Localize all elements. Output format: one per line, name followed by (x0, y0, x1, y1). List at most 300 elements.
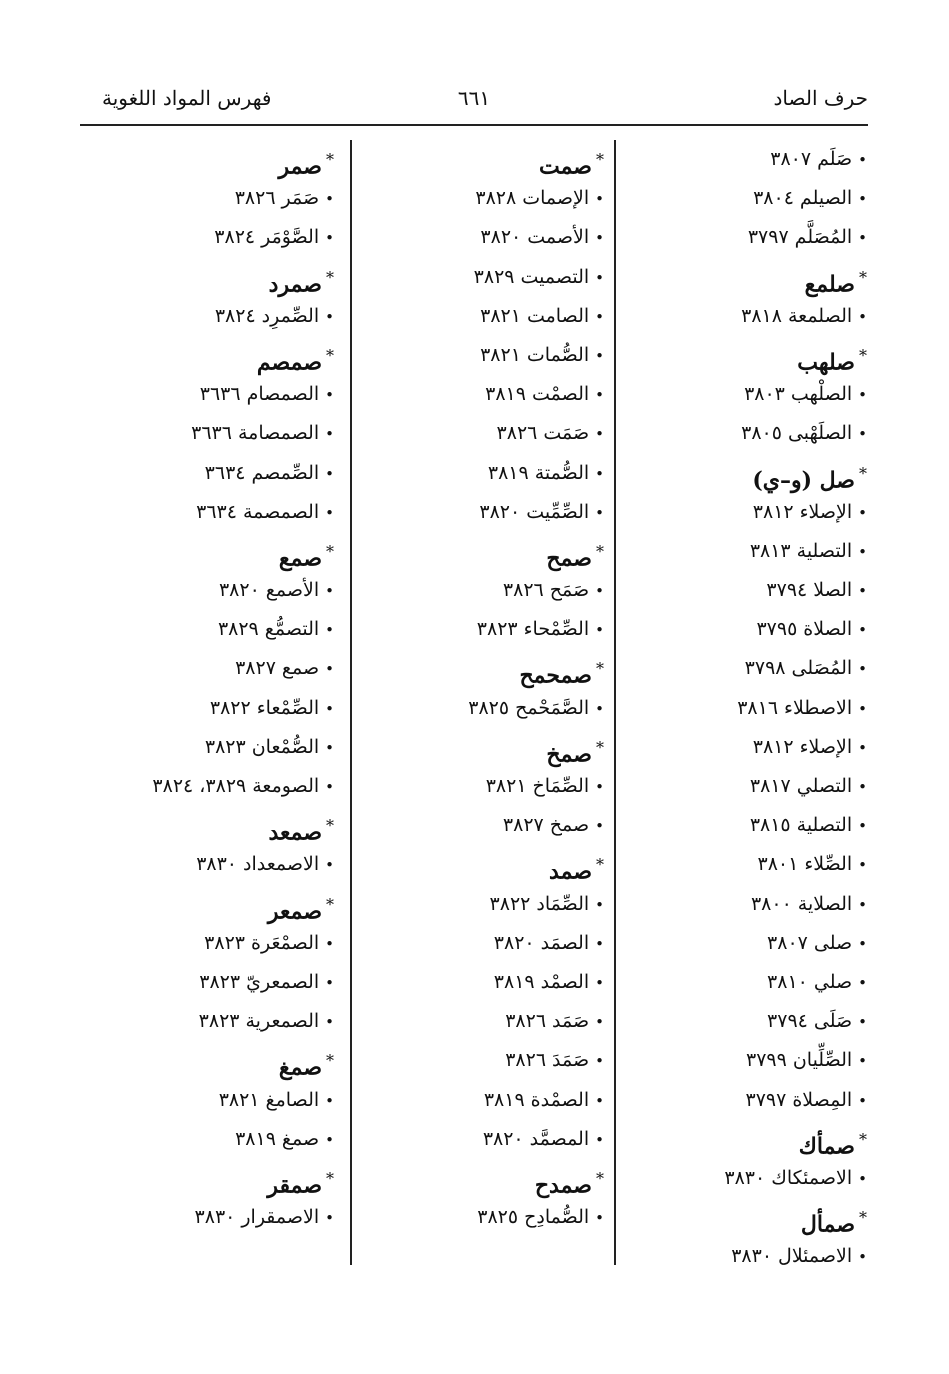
index-entry (364, 218, 604, 257)
index-entry (79, 767, 334, 806)
entry-word: صمخ (549, 814, 590, 837)
root-heading (79, 1041, 334, 1080)
entry-word: صمغ (281, 1127, 320, 1150)
asterisk-marker: * (859, 1208, 867, 1228)
entry-word: الأصمع (265, 579, 320, 602)
bullet-icon: • (325, 778, 334, 796)
entry-word: الاصطلاء (784, 696, 853, 719)
entry-word: الإصمات (522, 187, 590, 210)
root-heading (79, 885, 334, 924)
entry-number: ٣٨٢٢ (489, 892, 531, 915)
index-entry (627, 845, 867, 884)
index-entry (627, 610, 867, 649)
index-entry (627, 179, 867, 218)
entry-word: الصُّمادِح (524, 1206, 590, 1229)
root-word: صمعد (268, 819, 322, 846)
index-entry (79, 1081, 334, 1120)
bullet-icon: • (858, 190, 867, 209)
entry-number: ٣٨٠٧ (770, 148, 812, 170)
root-word: صمع (278, 545, 322, 572)
bullet-icon: • (325, 307, 334, 326)
asterisk-marker: * (326, 1168, 334, 1188)
bullet-icon: • (595, 1091, 604, 1110)
entry-number: ٣٧٩٨ (744, 657, 786, 680)
entry-number: ٣٨٢٦ (505, 1049, 547, 1072)
bullet-icon: • (595, 778, 604, 796)
entry-word: صَمَر (281, 187, 320, 210)
index-column-left (79, 140, 334, 1237)
entry-number: ٣٦٣٤ (196, 500, 237, 523)
bullet-icon: • (858, 1052, 867, 1071)
root-word: صمت (538, 153, 592, 180)
entry-number: ٣٨٢١ (480, 343, 521, 366)
index-entry (627, 728, 867, 767)
entry-number: ٣٨٠٤ (753, 187, 794, 210)
bullet-icon: • (595, 190, 604, 209)
entry-number: ٣٨٢١ (485, 775, 527, 797)
entry-number: ٣٨١٣ (749, 539, 791, 562)
asterisk-marker: * (326, 267, 334, 287)
asterisk-marker: * (859, 463, 867, 483)
index-entry (79, 493, 334, 532)
index-entry (364, 1198, 604, 1237)
entry-number: ٣٧٩٥ (756, 618, 798, 641)
index-entry (79, 728, 334, 767)
entry-word: الصلَهْبى (787, 422, 853, 445)
entry-number: ٣٦٣٤ (204, 461, 246, 484)
entry-word: الصمعرية (245, 1010, 320, 1033)
asterisk-marker: * (326, 1051, 334, 1071)
entry-number: ٣٨٢٤ (214, 226, 256, 249)
index-entry (79, 1002, 334, 1041)
asterisk-marker: * (596, 541, 604, 561)
bullet-icon: • (325, 386, 334, 405)
entry-number: ٣٧٩٧ (745, 1088, 787, 1111)
bullet-icon: • (325, 229, 334, 248)
entry-word: صَمَت (543, 422, 590, 445)
entry-number: ٣٨١٢ (752, 500, 794, 523)
entry-number: ٣٨١٠ (767, 970, 808, 993)
entry-word: الصِّلاء (804, 853, 853, 876)
index-entry (364, 610, 604, 649)
index-column-middle (364, 140, 604, 1237)
asterisk-marker: * (596, 150, 604, 169)
bullet-icon: • (595, 934, 604, 953)
entry-word: الاصمئلال (778, 1245, 853, 1268)
entry-word: الصامغ (265, 1088, 320, 1111)
bullet-icon: • (595, 1013, 604, 1032)
entry-word: التصمُّع (264, 618, 320, 641)
root-word: صمحمح (519, 662, 592, 689)
index-entry (364, 571, 604, 610)
root-word: صمعر (267, 897, 322, 924)
index-entry (79, 924, 334, 963)
bullet-icon: • (595, 817, 604, 836)
entry-number: ٣٨٢٧ (235, 657, 276, 680)
bullet-icon: • (858, 738, 867, 757)
asterisk-marker: * (859, 267, 867, 287)
header-rule (80, 124, 868, 126)
bullet-icon: • (595, 621, 604, 640)
bullet-icon: • (858, 778, 867, 796)
root-word: صمدح (534, 1172, 592, 1199)
entry-number: ٣٨٢٣ (199, 970, 241, 993)
bullet-icon: • (858, 895, 867, 914)
entry-word: الصِّمْعاء (256, 696, 320, 719)
entry-word: المُصَلى (791, 657, 853, 680)
entry-word: الإصلاء (799, 500, 853, 523)
bullet-icon: • (858, 1091, 867, 1110)
entry-number: ٣٨٣٠ (196, 853, 238, 876)
root-heading (364, 649, 604, 688)
entry-number: ٣٨٢٨ (475, 187, 517, 210)
entry-word: التصلية (796, 814, 853, 837)
entry-word: الصمَد (540, 931, 590, 954)
entry-number: ٣٨٢٤ (214, 304, 256, 327)
bullet-icon: • (325, 934, 334, 953)
bullet-icon: • (858, 817, 867, 836)
bullet-icon: • (858, 307, 867, 326)
bullet-icon: • (858, 503, 867, 522)
bullet-icon: • (325, 660, 334, 679)
index-entry (79, 179, 334, 218)
entry-word: الصمْدة (530, 1088, 590, 1111)
root-heading (364, 532, 604, 571)
index-entry (364, 1120, 604, 1159)
index-entry (627, 140, 867, 179)
entry-word: الإصلاء (799, 735, 853, 758)
entry-number: ٣٨١٦ (737, 696, 779, 719)
root-heading (627, 454, 867, 493)
bullet-icon: • (325, 464, 334, 483)
index-entry (364, 806, 604, 845)
index-entry (364, 297, 604, 336)
root-word: صلمع (804, 270, 855, 297)
index-entry (79, 414, 334, 453)
index-entry (364, 493, 604, 532)
entry-number: ٣٨٢٦ (505, 1010, 547, 1033)
entry-word: الصِّمْحاء (523, 618, 590, 641)
entry-word: الصَّمَحْمح (515, 696, 590, 719)
bullet-icon: • (325, 738, 334, 757)
index-entry (79, 218, 334, 257)
entry-word: الصلا (813, 579, 853, 602)
index-entry (364, 336, 604, 375)
index-entry (364, 885, 604, 924)
asterisk-marker: * (859, 1129, 867, 1149)
asterisk-marker: * (596, 737, 604, 757)
bullet-icon: • (325, 1091, 334, 1110)
index-entry (364, 1041, 604, 1080)
bullet-icon: • (325, 856, 334, 875)
entry-word: الاصمعداد (243, 853, 320, 876)
entry-number: ٣٨٢٥ (468, 696, 510, 719)
root-heading (627, 258, 867, 297)
index-entry (79, 649, 334, 688)
entry-word: الصُّمتة (534, 461, 590, 484)
entry-word: الصَّوْمَر (261, 226, 320, 249)
root-heading (79, 140, 334, 179)
entry-word: الصِّمِّيت (526, 500, 590, 523)
bullet-icon: • (858, 660, 867, 679)
entry-number: ٣٨٠٧ (767, 931, 808, 954)
bullet-icon: • (325, 621, 334, 640)
index-entry (627, 963, 867, 1002)
entry-number: ٣٨٢١ (480, 304, 521, 327)
root-heading (627, 1120, 867, 1159)
entry-word: الصامت (526, 304, 590, 327)
root-heading (79, 258, 334, 297)
index-entry (627, 1041, 867, 1080)
column-divider (614, 140, 616, 1265)
bullet-icon: • (858, 699, 867, 718)
root-word: صمر (278, 153, 322, 180)
index-entry (79, 1120, 334, 1159)
running-header (80, 86, 868, 116)
index-entry (364, 1081, 604, 1120)
entry-number: ٣٨٣٠ (724, 1166, 766, 1189)
index-entry (627, 532, 867, 571)
asterisk-marker: * (326, 345, 334, 365)
entry-number: ٣٨١٥ (749, 814, 791, 837)
entry-word: التصلية (796, 539, 853, 562)
entry-number: ٣٨٣٠ (194, 1206, 236, 1229)
entry-word: صلي (813, 970, 853, 993)
entry-word: الصُّمات (526, 343, 590, 366)
column-divider (350, 140, 352, 1265)
bullet-icon: • (325, 190, 334, 209)
entry-number: ٣٨٢٥ (477, 1206, 519, 1229)
entry-number: ٣٨٢٦ (502, 579, 544, 602)
bullet-icon: • (595, 1052, 604, 1071)
root-heading (364, 1159, 604, 1198)
index-entry (364, 1002, 604, 1041)
bullet-icon: • (858, 973, 867, 992)
index-entry (364, 258, 604, 297)
index-entry (627, 1237, 867, 1276)
entry-number: ٣٨٢٣ (198, 1010, 240, 1033)
bullet-icon: • (858, 856, 867, 875)
entry-number: ٣٨٢٢ (209, 696, 251, 719)
index-entry (364, 375, 604, 414)
entry-number: ٣٨١٩ (483, 1088, 525, 1111)
chapter-title: حرف الصاد (773, 86, 868, 110)
root-heading (364, 845, 604, 884)
bullet-icon: • (325, 1130, 334, 1149)
entry-number: ٣٨١٨ (741, 304, 782, 327)
entry-number: ٣٨٠١ (757, 853, 799, 876)
index-entry (79, 375, 334, 414)
entry-word: المِصلاة (792, 1088, 853, 1111)
root-word: صمح (546, 545, 592, 572)
root-word: صمأل (800, 1211, 855, 1238)
entry-number: ٣٧٩٩ (746, 1049, 787, 1072)
root-word: صمقر (267, 1172, 322, 1199)
root-heading (79, 1159, 334, 1198)
entry-word: صَمَح (549, 579, 590, 602)
index-entry (79, 454, 334, 493)
index-entry (627, 571, 867, 610)
entry-word: الصِّلِّيان (792, 1049, 853, 1072)
bullet-icon: • (325, 582, 334, 601)
index-entry (627, 414, 867, 453)
entry-number: ٣٨٢٠ (479, 500, 521, 523)
bullet-icon: • (325, 1013, 334, 1032)
bullet-icon: • (595, 973, 604, 992)
entry-word: الصمْد (540, 970, 590, 993)
bullet-icon: • (858, 1013, 867, 1032)
bullet-icon: • (595, 268, 604, 287)
index-entry (627, 767, 867, 806)
index-entry (364, 454, 604, 493)
bullet-icon: • (595, 503, 604, 522)
index-entry (364, 179, 604, 218)
root-word: صمخ (546, 741, 592, 768)
entry-number: ٣٨١٧ (749, 775, 791, 797)
index-entry (627, 924, 867, 963)
bullet-icon: • (858, 151, 867, 169)
index-entry (627, 493, 867, 532)
entry-word: الصمْعَرة (251, 931, 320, 954)
bullet-icon: • (858, 425, 867, 444)
entry-word: الصِّمصم (251, 461, 320, 484)
index-entry (364, 414, 604, 453)
entry-number: ٣٨٢٧ (502, 814, 544, 837)
entry-word: الاصمئكاك (771, 1166, 853, 1189)
asterisk-marker: * (326, 150, 334, 169)
bullet-icon: • (595, 346, 604, 365)
entry-number: ٣٨٠٥ (741, 422, 782, 445)
entry-word: الصِّمَاخ (532, 775, 590, 797)
bullet-icon: • (595, 1130, 604, 1149)
entry-number: ٣٨٢٠ (493, 931, 535, 954)
entry-word: المُصَلَّم (794, 226, 853, 249)
entry-number: ٣٨٢٩، ٣٨٢٤ (152, 775, 247, 797)
index-entry (627, 375, 867, 414)
index-title: فهرس المواد اللغوية (102, 86, 272, 110)
bullet-icon: • (595, 386, 604, 405)
entry-word: الاصمقرار (241, 1206, 320, 1229)
entry-number: ٣٧٩٤ (766, 579, 808, 602)
bullet-icon: • (595, 229, 604, 248)
asterisk-marker: * (859, 345, 867, 365)
index-entry (627, 1081, 867, 1120)
index-entry (79, 845, 334, 884)
asterisk-marker: * (596, 1168, 604, 1188)
bullet-icon: • (858, 1169, 867, 1188)
root-word: صمرد (268, 270, 322, 297)
index-entry (627, 649, 867, 688)
entry-word: الصلمعة (787, 304, 853, 327)
index-entry (79, 610, 334, 649)
entry-word: المصمَّد (529, 1127, 590, 1150)
index-entry (627, 1002, 867, 1041)
root-word: صمد (549, 858, 592, 885)
bullet-icon: • (858, 934, 867, 953)
root-heading (79, 336, 334, 375)
index-entry (364, 689, 604, 728)
bullet-icon: • (595, 307, 604, 326)
entry-number: ٣٦٣٦ (191, 422, 232, 445)
entry-word: الأصمت (527, 226, 590, 249)
bullet-icon: • (595, 582, 604, 601)
index-entry (79, 1198, 334, 1237)
entry-number: ٣٨١٩ (487, 461, 529, 484)
bullet-icon: • (858, 621, 867, 640)
asterisk-marker: * (326, 816, 334, 836)
root-word: صمغ (278, 1054, 322, 1081)
entry-number: ٣٨١٩ (235, 1127, 276, 1150)
entry-word: الصمعريّ (246, 970, 320, 993)
root-word: صمأك (798, 1133, 855, 1160)
index-entry (364, 924, 604, 963)
entry-word: صلى (813, 931, 853, 954)
index-entry (627, 297, 867, 336)
entry-number: ٣٨٠٣ (744, 383, 785, 406)
entry-number: ٣٧٩٤ (767, 1010, 808, 1033)
entry-number: ٣٨٠٠ (750, 892, 792, 915)
entry-word: الصُّمْعان (251, 735, 320, 758)
entry-word: التصميت (520, 265, 590, 288)
entry-number: ٣٨٢٠ (482, 1127, 524, 1150)
entry-word: الصمصام (246, 383, 320, 406)
entry-word: الصمصامة (237, 422, 320, 445)
root-heading (79, 806, 334, 845)
asterisk-marker: * (596, 855, 604, 875)
bullet-icon: • (858, 582, 867, 601)
entry-number: ٣٨٣٠ (731, 1245, 773, 1268)
index-entry (627, 1159, 867, 1198)
bullet-icon: • (858, 1248, 867, 1267)
index-entry (627, 806, 867, 845)
entry-word: الصمْت (531, 383, 590, 406)
bullet-icon: • (595, 464, 604, 483)
entry-number: ٣٨٢٣ (204, 931, 245, 954)
index-entry (627, 689, 867, 728)
root-heading (364, 728, 604, 767)
entry-number: ٣٨٢٠ (480, 226, 522, 249)
entry-number: ٣٨٢٣ (204, 735, 246, 758)
index-column-right (627, 140, 867, 1276)
bullet-icon: • (595, 1209, 604, 1228)
entry-word: الصلاية (797, 892, 853, 915)
index-entry (79, 571, 334, 610)
bullet-icon: • (858, 542, 867, 561)
root-word: صل (و–ي) (752, 466, 855, 493)
asterisk-marker: * (596, 659, 604, 679)
entry-number: ٣٨١٩ (493, 970, 535, 993)
entry-word: التصلي (796, 775, 853, 797)
root-word: صلهب (797, 349, 855, 376)
entry-number: ٣٨٢٩ (473, 265, 515, 288)
entry-word: الصلْهب (790, 383, 853, 406)
bullet-icon: • (325, 699, 334, 718)
bullet-icon: • (325, 503, 334, 522)
asterisk-marker: * (326, 894, 334, 914)
entry-number: ٣٧٩٧ (747, 226, 789, 249)
bullet-icon: • (595, 425, 604, 444)
index-entry (627, 218, 867, 257)
entry-number: ٣٦٣٦ (199, 383, 241, 406)
index-entry (79, 963, 334, 1002)
bullet-icon: • (595, 699, 604, 718)
entry-number: ٣٨٢٩ (217, 618, 259, 641)
entry-word: الصِّمَاد (536, 892, 590, 915)
index-entry (364, 767, 604, 806)
entry-number: ٣٨٢٣ (476, 618, 518, 641)
root-word: صمصم (256, 349, 322, 376)
entry-word: الصلاة (803, 618, 853, 641)
